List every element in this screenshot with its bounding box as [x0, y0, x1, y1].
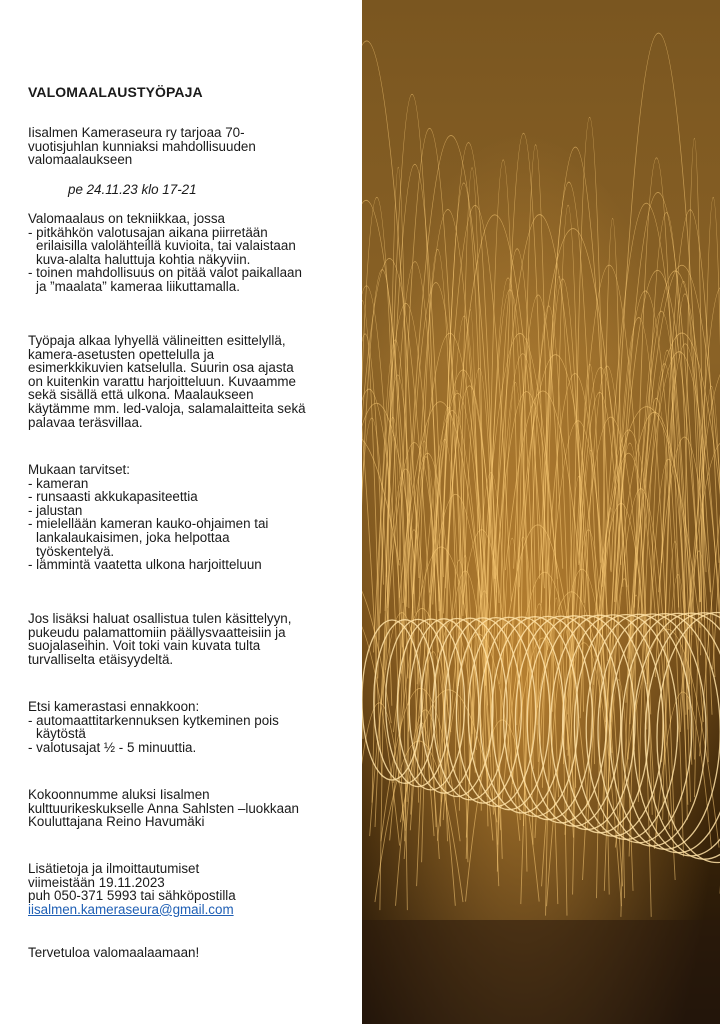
bring-item: - mielellään kameran kauko-ohjaimen tai [28, 516, 269, 532]
intro-line: Iisalmen Kameraseura ry tarjoaa 70- [28, 125, 245, 140]
technique-line: - pitkähkön valotusajan aikana piirretään [28, 224, 268, 240]
intro-line: vuotisjuhlan kunniaksi mahdollisuuden [28, 138, 256, 154]
workshop-line: esimerkkikuvien katselulla. Suurin osa ajasta [28, 360, 294, 376]
contact-line: Lisätietoja ja ilmoittautumiset [28, 861, 200, 876]
meeting-line: Kokoonnumme aluksi Iisalmen [28, 787, 210, 802]
workshop-line: sekä sisällä että ulkona. Maalaukseen [28, 387, 254, 403]
workshop-line: on kuitenkin varattu harjoitteluun. Kuvaamme [28, 373, 296, 389]
welcome-text [28, 946, 368, 960]
bring-item: - kameran [28, 475, 89, 491]
workshop-line: kamera-asetusten opettelulla ja [28, 346, 215, 362]
technique-line: erilaisilla valolähteillä kuvioita, tai valaistaan [36, 238, 296, 254]
workshop-line: palavaa teräsvillaa. [28, 414, 143, 430]
fire-line: pukeudu palamattomiin päällysvaatteisiin ja [28, 624, 286, 640]
fire-line: turvalliselta etäisyydeltä. [28, 651, 174, 667]
bring-heading: Mukaan tarvitset: [28, 462, 130, 477]
fire-line: Jos lisäksi haluat osallistua tulen käsittelyyn, [28, 611, 292, 626]
contact-paragraph [28, 862, 368, 916]
technique-paragraph [28, 212, 368, 294]
camera-settings-list [28, 700, 368, 754]
email-link[interactable]: iisalmen.kameraseura@gmail.com [28, 901, 234, 917]
bring-item: työskentelyä. [36, 543, 115, 559]
page-title: VALOMAALAUSTYÖPAJA [28, 84, 203, 100]
camera-item: käytöstä [36, 726, 86, 742]
camera-item: - valotusajat ½ - 5 minuuttia. [28, 739, 197, 755]
workshop-line: Työpaja alkaa lyhyellä välineitten esittelyllä, [28, 333, 286, 348]
fire-paragraph [28, 612, 368, 666]
intro-line: valomaalaukseen [28, 152, 133, 168]
bring-item: lankalaukaisimen, joka helpottaa [36, 529, 230, 545]
event-date: pe 24.11.23 klo 17-21 [68, 182, 197, 197]
workshop-paragraph [28, 334, 368, 429]
intro-paragraph [28, 126, 368, 167]
contact-line: viimeistään 19.11.2023 [28, 874, 165, 890]
welcome-line: Tervetuloa valomaalaamaan! [28, 945, 200, 960]
light-painting-photo [362, 0, 720, 1024]
bring-item: - jalustan [28, 502, 83, 518]
contact-line: puh 050-371 5993 tai sähköpostilla [28, 888, 236, 904]
meeting-line: Kouluttajana Reino Havumäki [28, 814, 205, 830]
workshop-line: käytämme mm. led-valoja, salamalaitteita sekä [28, 400, 306, 416]
technique-line: - toinen mahdollisuus on pitää valot paikallaan [28, 265, 302, 281]
technique-line: ja ”maalata” kameraa liikuttamalla. [36, 278, 240, 294]
technique-line: Valomaalaus on tekniikkaa, jossa [28, 211, 226, 226]
bring-item: - lämmintä vaatetta ulkona harjoitteluun [28, 557, 262, 573]
bring-item: - runsaasti akkukapasiteettia [28, 489, 198, 505]
camera-heading: Etsi kamerastasi ennakkoon: [28, 699, 200, 714]
bring-list [28, 463, 368, 572]
fire-line: suojalaseihin. Voit toki vain kuvata tulta [28, 638, 261, 654]
technique-line: kuva-alalta haluttuja kohtia näkyviin. [36, 251, 251, 267]
camera-item: - automaattitarkennuksen kytkeminen pois [28, 712, 279, 728]
meeting-paragraph [28, 788, 368, 829]
meeting-line: kulttuurikeskukselle Anna Sahlsten –luokkaan [28, 800, 299, 816]
